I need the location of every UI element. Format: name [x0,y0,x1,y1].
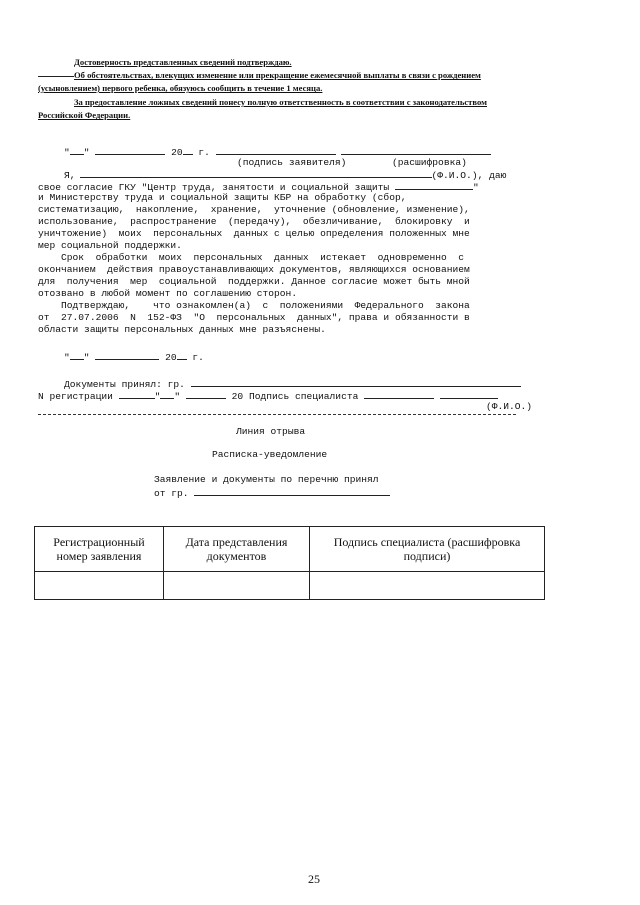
consent-line-6: мер социальной поддержки. [38,240,182,251]
statement-confirm: Достоверность представленных сведений подтверждаю. [74,57,292,67]
receipt-title: Расписка-уведомление [212,449,328,460]
consent-line-5: уничтожение) моих персональных данных с целью определения положенных мне [38,228,470,239]
date-row-2: " " 20 г. [64,352,204,363]
statement-liability-2: Российской Федерации. [38,110,131,120]
consent-line-8: окончанием действия правоустанавливающих документов, являющихся основанием [38,264,470,275]
consent-line-12: от 27.07.2006 N 152-ФЗ "О персональных данных", права и обязанности в [38,312,470,323]
statement-obligation-1: Об обстоятельствах, влекущих изменение или прекращение ежемесячной выплаты в связи с рождением [74,70,481,80]
registration-table [34,526,545,600]
registration-row: N регистрации " " 20 Подпись специалиста [38,389,498,403]
receipt-line-1: Заявление и документы по перечню принял [154,474,379,485]
docs-accepted-row: Документы принял: гр. [64,377,521,391]
fio-row: Я, (Ф.И.О.), даю [64,170,507,181]
consent-line-2: и Министерству труда и социальной защиты КБР на обработку (сбор, [38,192,407,203]
consent-line-9: для получения мер социальной поддержки. Данное согласие может быть мной [38,276,470,287]
cell-reg-number[interactable] [35,572,164,600]
table-header-row [35,527,545,572]
consent-line-7: Срок обработки моих персональных данных истекает одновременно с [38,252,465,263]
cell-specialist-signature[interactable] [310,572,545,600]
consent-line-13: области защиты персональных данных мне разъяснены. [38,324,326,335]
consent-line-3: систематизацию, накопление, хранение, уточнение (обновление, изменение), [38,204,470,215]
consent-line-1: свое согласие ГКУ "Центр труда, занятости и социальной защиты " [38,182,479,193]
statement-liability-1: За предоставление ложных сведений понесу полную ответственность в соответствии с законодательством [74,97,487,107]
tear-label: Линия отрыва [236,426,306,437]
header-submission-date: Дата представления документов [164,527,310,572]
decode-label: (расшифровка) [392,157,467,168]
receipt-line-2: от гр. [154,486,390,500]
date-row: " " 20 г. [64,145,491,159]
header-reg-number: Регистрационный номер заявления [35,527,164,572]
table-row [35,572,545,600]
statement-obligation-2: (усыновлением) первого ребенка, обязуюсь сообщить в течение 1 месяца. [38,83,323,93]
consent-line-10: отозвано в любой момент по соглашению сторон. [38,288,298,299]
fio-label: (Ф.И.О.) [486,401,533,412]
consent-line-11: Подтверждаю, что ознакомлен(а) с положениями Федерального закона [38,300,470,311]
consent-line-4: использование, распространение (передачу), обезличивание, блокировку и [38,216,470,227]
signature-label: (подпись заявителя) [237,157,347,168]
header-specialist-signature: Подпись специалиста (расшифровка подписи) [310,527,545,572]
cell-submission-date[interactable] [164,572,310,600]
page-number: 25 [308,872,320,886]
underline-indent [38,76,74,77]
tear-line [38,414,516,415]
